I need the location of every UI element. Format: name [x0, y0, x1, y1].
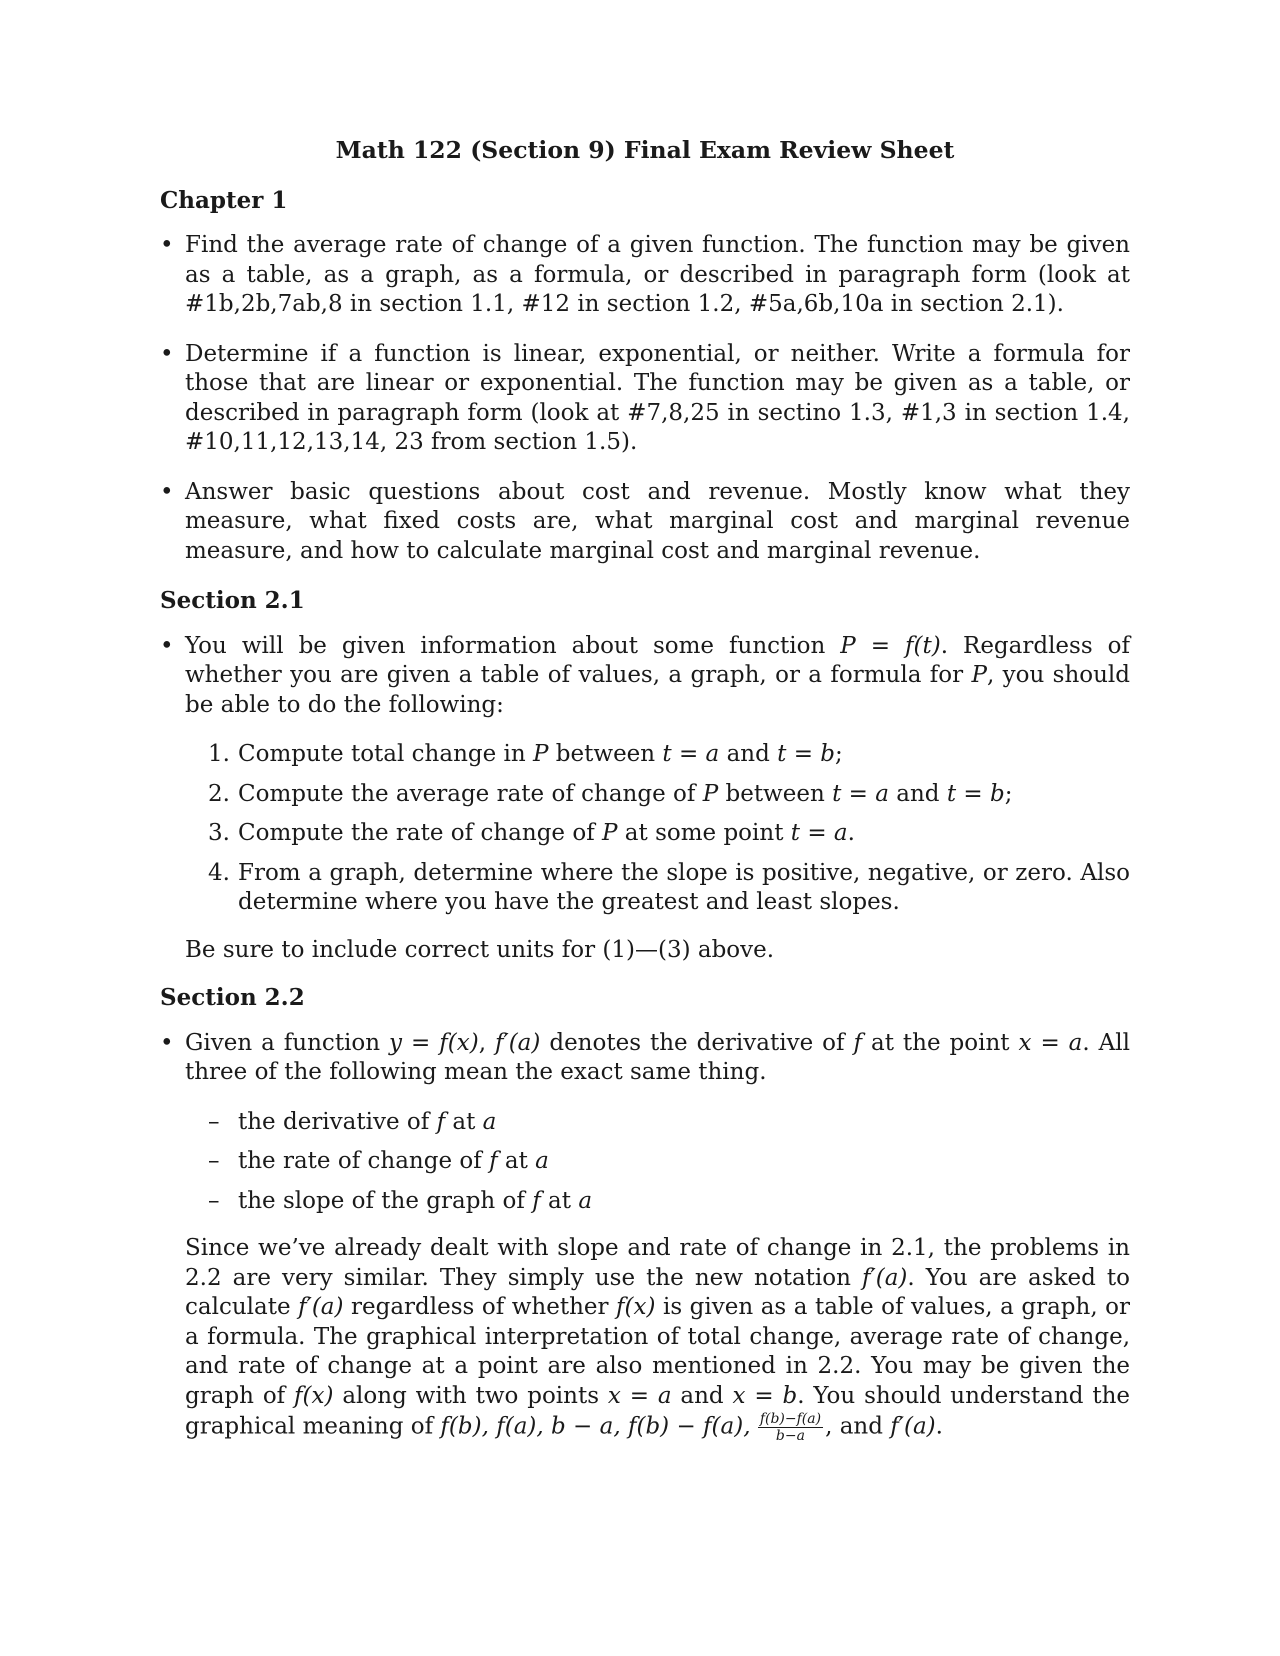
list-item: 3. Compute the rate of change of P at some point t = a. [208, 820, 855, 846]
list-item: 2. Compute the average rate of change of P between t = a and t = b; [208, 780, 1013, 807]
list-item: – the derivative of f at a [208, 1108, 497, 1135]
section22-dash-list [208, 1108, 1130, 1217]
list-item: 1. Compute total change in P between t = a and t = b; [208, 741, 843, 767]
list-item: – the rate of change of f at a [208, 1148, 549, 1174]
section22-bullet: • Given a function y = f(x), f′(a) denotes the derivative of f at the point x = a. All three of the following mean the exact same thing. [160, 1029, 1130, 1088]
chapter1-heading: Chapter 1 [160, 186, 288, 214]
list-item: 4. From a graph, determine where the slope is positive, negative, or zero. Also determine where you have the greatest and least slopes. [208, 859, 1130, 915]
section21-note: Be sure to include correct units for (1)—(3) above. [185, 936, 775, 963]
list-item: – the slope of the graph of f at a [208, 1187, 593, 1214]
section21-heading: Section 2.1 [160, 587, 305, 614]
document-page [160, 136, 1130, 1444]
page-title: Math 122 (Section 9) Final Exam Review Sheet [335, 136, 955, 164]
chapter1-bullet-2: • Determine if a function is linear, exponential, or neither. Write a formula for those that are linear or exponential. The function may be given as a table, or described in paragraph form (look at #7,8,25 in sectino 1.3, #1,3 in section 1.4, #10,11,12,13,14, 23 from section 1.5). [160, 340, 1130, 458]
chapter1-bullet-3: • Answer basic questions about cost and revenue. Mostly know what they measure, what fixed costs are, what marginal cost and marginal revenue measure, and how to calculate marginal cost and marginal revenue. [160, 478, 1130, 567]
section21-list [208, 740, 1130, 918]
fraction: $\frac{f(b)-f(a)}{b-a}$ [759, 1411, 822, 1444]
section22-paragraph: Since we’ve already dealt with slope and rate of change in 2.1, the problems in 2.2 are very similar. They simply use the new notation f′(a). You are asked to calculate f′(a) regardless of whether f(x) is given as a table of values, a graph, or a formula. The graphical interpretation of total change, average rate of change, and rate of change at a point are also mentioned in 2.2. You may be given the graph of f(x) along with two points x = a and x = b. You should understand the graphical meaning of f(b), f(a), b − a, f(b) − f(a), $\frac{f(b)-f(a)}{b-a}$ , and f′(a). [185, 1235, 1131, 1444]
chapter1-bullet-1: • Find the average rate of change of a given function. The function may be given as a table, as a graph, as a formula, or described in paragraph form (look at #1b,2b,7ab,8 in section 1.1, #12 in section 1.2, #5a,6b,10a in section 2.1). [160, 231, 1130, 320]
section22-heading: Section 2.2 [160, 984, 305, 1011]
section21-bullet: • You will be given information about some function P = f(t). Regardless of whether you are given a table of values, a graph, or a formula for P, you should be able to do the following: [160, 632, 1130, 721]
